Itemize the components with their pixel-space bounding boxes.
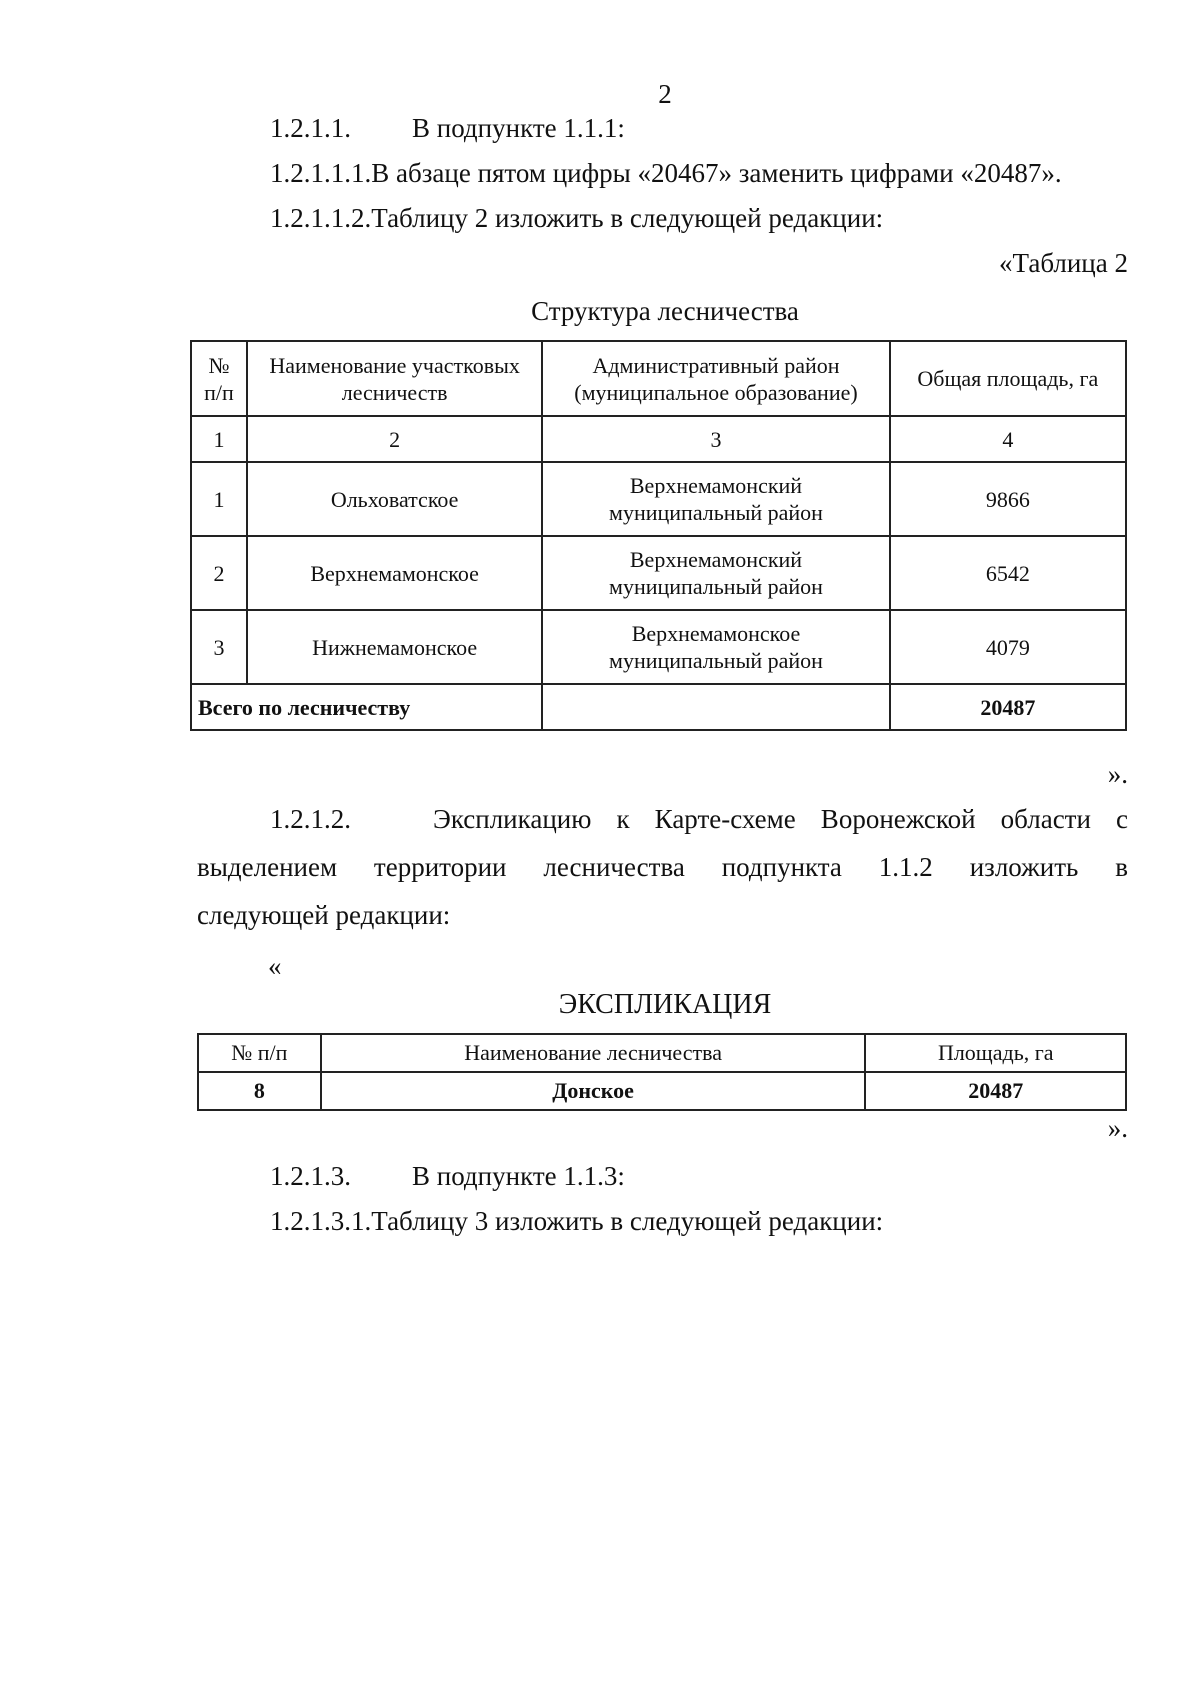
open-quote: « xyxy=(268,951,282,981)
header-cell-name: Наименование лесничества xyxy=(321,1034,866,1072)
header-cell-name: Наименование участковых лесничеств xyxy=(247,341,542,416)
row-area: 4079 xyxy=(890,610,1126,684)
header-cell-area: Площадь, га xyxy=(865,1034,1126,1072)
paragraph-text: В подпункте 1.1.1: xyxy=(412,113,625,143)
table-header-row xyxy=(191,341,1126,416)
paragraph-number: 1.2.1.1. xyxy=(270,113,351,143)
explication-close-quote: ». xyxy=(1107,1113,1128,1143)
row-name: Нижнемамонское xyxy=(247,610,542,684)
row-num: 3 xyxy=(191,610,247,684)
paragraph-1-2-1-3 xyxy=(270,1160,625,1192)
page-number: 2 xyxy=(658,79,672,109)
table-row xyxy=(191,462,1126,536)
paragraph-text: Таблицу 3 изложить в следующей редакции: xyxy=(371,1206,884,1236)
explication-table xyxy=(197,1033,1127,1111)
total-label: Всего по лесничеству xyxy=(191,684,542,730)
forestry-structure-table xyxy=(190,340,1127,731)
table-close-quote: ». xyxy=(1107,759,1128,789)
paragraph-1-2-1-1-1 xyxy=(270,157,1062,189)
row-area: 9866 xyxy=(890,462,1126,536)
paragraph-text: В абзаце пятом цифры «20467» заменить цифрами «20487». xyxy=(371,158,1062,188)
table-row xyxy=(191,610,1126,684)
paragraph-number: 1.2.1.1.2. xyxy=(270,203,372,233)
row-name: Верхнемамонское xyxy=(247,536,542,610)
paragraph-number: 1.2.1.3. xyxy=(270,1161,351,1191)
paragraph-text: В подпункте 1.1.3: xyxy=(412,1161,625,1191)
index-cell: 4 xyxy=(890,416,1126,462)
row-num: 8 xyxy=(198,1072,321,1110)
table-total-row xyxy=(191,684,1126,730)
paragraph-text: Экспликацию к Карте-схеме Воронежской области с xyxy=(433,804,1128,834)
paragraph-text-line: следующей редакции: xyxy=(197,900,451,930)
paragraph-text: Таблицу 2 изложить в следующей редакции: xyxy=(371,203,884,233)
header-cell-num: № п/п xyxy=(198,1034,321,1072)
total-empty-cell xyxy=(542,684,889,730)
row-area: 20487 xyxy=(865,1072,1126,1110)
paragraph-number: 1.2.1.1.1. xyxy=(270,158,372,188)
header-cell-num: № п/п xyxy=(191,341,247,416)
paragraph-number: 1.2.1.2. xyxy=(270,804,351,834)
index-cell: 3 xyxy=(542,416,889,462)
table-index-row xyxy=(191,416,1126,462)
paragraph-1-2-1-3-1 xyxy=(270,1205,883,1237)
paragraph-text-line: выделением территории лесничества подпункта 1.1.2 изложить в xyxy=(197,852,1128,882)
row-name: Донское xyxy=(321,1072,866,1110)
header-cell-area: Общая площадь, га xyxy=(890,341,1126,416)
paragraph-1-2-1-1-2 xyxy=(270,202,883,234)
explication-title: ЭКСПЛИКАЦИЯ xyxy=(558,989,772,1020)
row-district: Верхнемамонский муниципальный район xyxy=(542,462,889,536)
table-row xyxy=(191,536,1126,610)
index-cell: 2 xyxy=(247,416,542,462)
table-header-row xyxy=(198,1034,1126,1072)
row-num: 2 xyxy=(191,536,247,610)
index-cell: 1 xyxy=(191,416,247,462)
table-row xyxy=(198,1072,1126,1110)
row-name: Ольховатское xyxy=(247,462,542,536)
total-value: 20487 xyxy=(890,684,1126,730)
row-district: Верхнемамонское муниципальный район xyxy=(542,610,889,684)
paragraph-number: 1.2.1.3.1. xyxy=(270,1206,372,1236)
table-title: Структура лесничества xyxy=(531,296,799,326)
table-caption: «Таблица 2 xyxy=(999,248,1128,278)
paragraph-1-2-1-1 xyxy=(270,112,625,144)
header-cell-district: Административный район (муниципальное образование) xyxy=(542,341,889,416)
row-district: Верхнемамонский муниципальный район xyxy=(542,536,889,610)
paragraph-1-2-1-2 xyxy=(270,803,1128,835)
row-num: 1 xyxy=(191,462,247,536)
row-area: 6542 xyxy=(890,536,1126,610)
